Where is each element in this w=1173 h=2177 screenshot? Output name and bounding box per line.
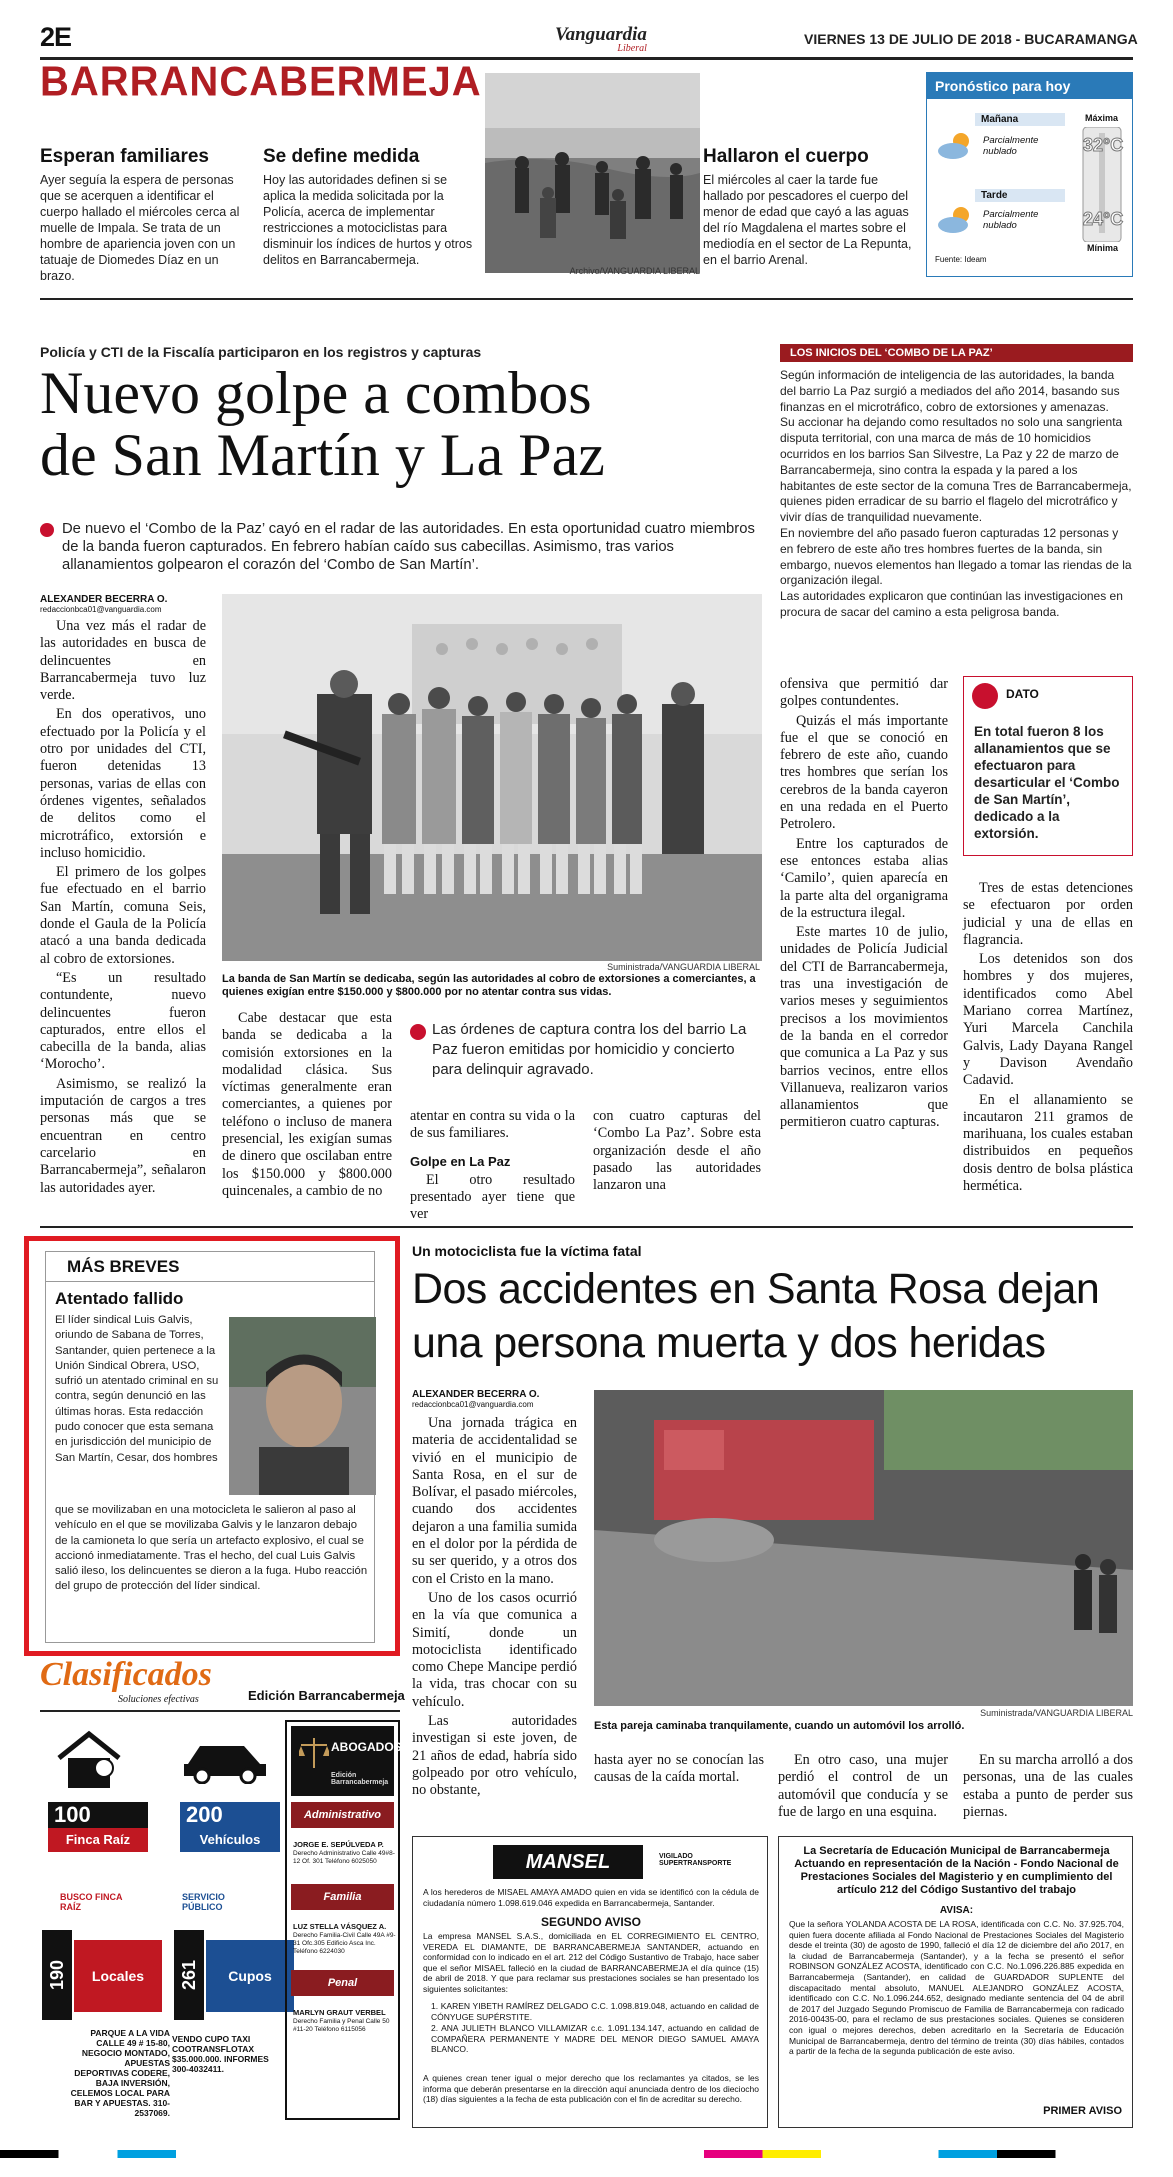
classifieds-rule [40,1710,400,1712]
weather-max-value: 32°C [1083,135,1124,155]
print-color-bar [0,2150,1173,2158]
abogados-title: ABOGADOS [331,1740,402,1754]
accident-photo [594,1390,1133,1706]
brief-text: El miércoles al caer la tarde fue hallado por pescadores el cuerpo del menor de edad que cayó a las aguas del río Magdalena el martes sobre el mediodía en el sector de La Repunta, en el barrio Arenal. [703,173,912,267]
cloud-sun-icon [935,131,977,161]
mas-breves-photo [229,1317,376,1495]
mas-breves-box [24,1236,400,1656]
paragraph: En el allanamiento se incautaron 211 gramos de marihuana, los cuales estaban distribuidos en pequeños dosis dentro de bolsa plástica hermética. [963,1091,1133,1195]
main-byline: ALEXANDER BECERRA O. [40,594,168,605]
mansel-title: SEGUNDO AVISO [540,1915,641,1929]
paragraph: Uno de los casos ocurrió en la vía que comunica a Simití, donde un motociclista identificado como Chepe Mancipe perdió la vida, tras chocar con su vehículo. [412,1589,577,1710]
headline-line: de San Martín y La Paz [40,422,605,488]
paragraph: Cabe destacar que esta banda se dedicaba a la comisión extorsiones en la modalidad clásica. Sus víctimas generalmente eran comerciantes, a quienes por teléfono o incluso de manera presencial, les exigían sumas de dinero que oscilaban entre los $150.000 y $800.000 quincenales, a cambio de no [222,1010,392,1199]
paragraph: hasta ayer no se conocían las causas de la caída mortal. [594,1752,764,1786]
mas-breves-text-b: que se movilizaban en una motocicleta le salieron al paso al vehículo en el que se movilizaba Galvis y le lanzaron debajo de la camioneta lo que sería un artefacto explosivo, el cual se accionó inmediatamente. Tras el hecho, del cual Luis Galvis salió ileso, los delincuentes se dieron a la fuga. Hubo reacción del grupo de protección del líder sindical. [55,1504,368,1593]
weather-morning-label: Mañana [975,113,1065,126]
weather-afternoon-text: Parcialmente nublado [983,209,1039,231]
paragraph: con cuatro capturas del ‘Combo La Paz’. Sobre esta organización desde el año pasado las autoridades lanzaron una [593,1108,761,1194]
main-col-2 [222,1010,392,1202]
mas-breves-text-a: El líder sindical Luis Galvis, oriundo de Sabana de Torres, Santander, quien pertenece a la Unión Sindical Obrera, USO, sufrió un atentado criminal en su contra, según denunció en las últimas horas. Esta redacción pudo conocer que esta semana en jurisdicción del municipio de San Martín, Cesar, dos hombres [55,1314,219,1464]
paragraph: El primero de los golpes fue efectuado en el barrio San Martín, comuna Seis, donde el Gaula de la Policía atacó a una banda dedicada al cobro de extorsiones. [40,864,206,967]
class-block-vehiculos[interactable] [172,1720,294,1860]
accident-col-1 [412,1415,577,1802]
brief-title: Hallaron el cuerpo [703,146,869,167]
mansel-notice [412,1836,768,2128]
brief-title: Esperan familiares [40,146,209,167]
headline-line: una persona muerta y dos heridas [412,1319,1046,1367]
arrest-scene-image [222,594,762,961]
class-label: Cupos [206,1940,294,2012]
cat-penal[interactable]: Penal [291,1970,394,1996]
lawyer-detail: Derecho Familia-Civil Calle 49A #9-31 Ofc.305 Edificio Asca Inc. Teléfono 6224030 [293,1932,396,1955]
class-number: 200 [180,1802,280,1828]
classifieds-logo: Clasificados [40,1656,212,1693]
class-number: 100 [48,1802,148,1828]
class-block-cupos[interactable] [172,1930,294,2020]
main-col-3 [410,1108,575,1226]
paragraph: Las autoridades investigan si este joven, de 21 años de edad, habría sido golpeado por otro vehículo, no obstante, [412,1713,577,1799]
mansel-logo: MANSEL [493,1845,643,1879]
paragraph: Asimismo, se realizó la imputación de cargos a tres personas más que se encuentran en centro carcelario en Barrancabermeja”, señalaron las autoridades ayer. [40,1075,206,1196]
accident-email: redaccionbca01@vanguardia.com [412,1400,534,1409]
lawyer-name: LUZ STELLA VÁSQUEZ A. [293,1922,387,1931]
weather-min-label: Mínima [1087,243,1119,253]
headline-line: Dos accidentes en Santa Rosa dejan [412,1265,1100,1313]
lawyer-detail: Derecho Administrativo Calle 49#8-12 Of. 301 Teléfono 6025050 [293,1850,395,1865]
class-sub-finca: BUSCO FINCA RAÍZ [60,1892,123,1912]
section-divider [40,1226,1133,1228]
car-icon [180,1734,270,1784]
ad-cupos: VENDO CUPO TAXI COOTRANSFLOTAX $35.000.000. INFORMES 300-4032411. [172,2034,269,2074]
river-scene-image [485,73,700,273]
paragraph: Entre los capturados de ese entonces estaba alias ‘Camilo’, quien aparecía en la parte alta del organigrama de la estructura ilegal. [780,835,948,921]
paragraph: Una jornada trágica en materia de accidentalidad se vivió en el municipio de Santa Rosa, en el sur de Bolívar, el pasado miércoles, cuando dos accidentes dejaron a una familia sumida en el dolor por la pérdida de su ser querido, y a otros dos con el Cristo en la mano. [412,1415,577,1587]
main-lead: De nuevo el ‘Combo de la Paz’ cayó en el radar de las autoridades. En esta oportunidad cuatro miembros de la banda fueron capturados. En febrero habían caído sus cabecillas. Asimismo, tras varios allanamientos golpearon el corazón del ‘Combo de San Martín’. [62,521,755,573]
main-photo-arrested [222,594,762,961]
brand-sub: Liberal [617,43,647,54]
weather-morning-text: Parcialmente nublado [983,135,1039,157]
paragraph: Tres de estas detenciones se efectuaron por orden judicial y una de ellas en flagrancia. [963,880,1133,948]
section-divider [40,298,1133,300]
paragraph: En noviembre del año pasado fueron capturadas 12 personas y en febrero de este año tres hombres fuertes de la banda, sin embargo, nuevos elementos han llegado a tomar las riendas de la organización ilegal. [780,525,1132,588]
paragraph: En su marcha arrolló a dos personas, una de las cuales estaba a punto de perder sus piernas. [963,1752,1133,1820]
paragraph: En dos operativos, uno efectuado por la Policía y el otro por unidades del CTI, fueron detenidas 13 personas, varias de ellas con órdenes vigentes, señalados de delitos como el microtráfico, extorsión e incluso homicidio. [40,706,206,861]
headline-line: Nuevo golpe a combos [40,360,592,426]
accident-kicker: Un motociclista fue la víctima fatal [412,1243,642,1259]
sidebar-title: LOS INICIOS DEL ‘COMBO DE LA PAZ’ [780,344,1133,362]
paragraph: “Es un resultado contundente, nuevo delincuentes fueron capturados, entre ellos el cabecilla de la banda, alias ‘Morocho’. [40,969,206,1073]
page-number: 2E [40,22,72,52]
education-notice [778,1836,1133,2128]
cloud-sun-icon [935,205,977,235]
weather-max-label: Máxima [1085,113,1119,123]
notice-footer: PRIMER AVISO [1043,2105,1122,2117]
accident-byline: ALEXANDER BECERRA O. [412,1389,540,1400]
mas-breves-label: MÁS BREVES [67,1257,180,1276]
main-col-6 [963,880,1133,1197]
paragraph: Este martes 10 de julio, unidades de Policía Judicial del CTI de Barrancabermeja, tras una investigación de varios meses y seguimientos precisos a los movimientos de la banda en el corredor que comunica a La Paz y sus barrios vecinos, entre ellos Villanueva, realizaron varios allanamientos que permitieron cuatro capturas. [780,924,948,1131]
brand-name: Vanguardia [555,24,647,45]
brief-medida [263,146,473,268]
brief-text: Hoy las autoridades definen si se aplica la medida solicitada por la Policía, acerca de implementar restricciones a motociclistas para disminuir los índices de hurtos y otros delitos en Barrancabermeja. [263,173,473,267]
lawyer-name: JORGE E. SEPÚLVEDA P. [293,1840,384,1849]
ad-local: PARQUE A LA VIDA CALLE 49 # 15-80, NEGOCIO MONTADO, APUESTAS DEPORTIVAS CODERE, BAJA INVERSIÓN, CELEMOS LOCAL PARA BAR Y APUESTAS. 310-2537069. [70,2028,170,2118]
mansel-item: 2. ANA JULIETH BLANCO VILLAMIZAR c.c. 1.091.134.147, actuando en calidad de COMPAÑERA PERMANENTE Y MADRE DEL MENOR DIEGO SAMUEL AMAYA BLANCO. [431,2023,759,2055]
portrait-image [229,1317,376,1495]
pullquote-arrow-icon [410,1024,426,1040]
main-col-4 [593,1108,761,1196]
class-block-locales[interactable] [40,1930,162,2020]
class-label: Vehículos [180,1828,280,1852]
mansel-footer: A quienes crean tener igual o mejor derecho que los reclamantes ya citados, se les informa que deberán presentarse en la dirección aquí anunciada dentro de los dieciocho (18) días siguientes a la fecha de esta publicación con el fin de acreditar su derecho. [423,2073,759,2105]
lead-arrow-icon [40,523,54,537]
mansel-body: La empresa MANSEL S.A.S., domiciliada en EL CORREGIMIENTO EL CENTRO, VEREDA EL DIAMANTE, DE BARRANCABERMEJA SANTANDER, actuando en conformidad con lo indicado en el art. 212 del Código Sustantivo de Trabajo, hace saber que el señor MISAEL falleció en la ciudad de BARRANCABERMEJA el día quince (15) de abril de 2018. Y que para reclamar sus prestaciones sociales se han presentado los siguientes solicitantes: [423,1931,759,1994]
accident-headline [412,1262,1133,1370]
notice-title: La Secretaría de Educación Municipal de Barrancabermeja Actuando en representación de la Nación - Fondo Nacional de Prestaciones Sociales del Magisterio y en cumplimiento del artículo 212 del Código Sustantivo del trabajo [794,1845,1119,1896]
paragraph: atentar en contra su vida o la de sus familiares. [410,1108,575,1142]
classifieds-edition: Edición Barrancabermeja [248,1688,405,1703]
class-label: Locales [74,1940,162,2012]
paragraph: Los detenidos son dos hombres y dos mujeres, identificados como Abel Mariano correa Martínez, Yuri Marcela Canchila Galvis, Lady Dayana Rangel y Davison Avendaño Cadavid. [963,951,1133,1089]
dato-text: En total fueron 8 los allanamientos que se efectuaron para desarticular el ‘Combo de San Martín’, dedicado a la extorsión. [974,724,1120,841]
class-sub-vehiculos: SERVICIO PÚBLICO [182,1892,225,1912]
paragraph: Las autoridades explicaron que continúan las investigaciones en procura de sacar del camino a esta peligrosa banda. [780,589,1123,619]
main-headline [40,362,760,486]
main-kicker: Policía y CTI de la Fiscalía participaron en los registros y capturas [40,344,482,360]
main-photo-caption: La banda de San Martín se dedicaba, según las autoridades al cobro de extorsiones a comerciantes, a quienes exigían entre $150.000 y $800.000 por no atentar contra sus vidas. [222,973,756,998]
weather-box [926,72,1133,277]
puzzle-icon [972,683,998,709]
main-pullquote: Las órdenes de captura contra los del barrio La Paz fueron emitidas por homicidio y concierto para delinquir agravado. [432,1021,747,1078]
mansel-item: 1. KAREN YIBETH RAMÍREZ DELGADO C.C. 1.098.819.048, actuando en calidad de CÓNYUGE SUPÉRSTITE. [431,2001,759,2022]
class-number: 261 [174,1930,204,2020]
accident-photo-caption: Esta pareja caminaba tranquilamente, cuando un automóvil los arrolló. [594,1720,965,1732]
weather-title: Pronóstico para hoy [927,73,1132,99]
accident-col-2 [594,1752,764,1789]
brief-title: Se define medida [263,146,420,167]
accident-photo-credit: Suministrada/VANGUARDIA LIBERAL [980,1708,1133,1718]
accident-col-4 [963,1752,1133,1823]
cat-administrativo[interactable]: Administrativo [291,1802,394,1828]
notice-body: Que la señora YOLANDA ACOSTA DE LA ROSA, identificada con C.C. No. 37.925.704, quien fuera docente afiliada al Fondo Nacional de Prestaciones Sociales del Magisterio desde el treinta (30) de agosto de 1990, falleció el día 12 de diciembre del año 2017, en la ciudad de Barrancabermeja (Santander), y a la fecha se presentó el señor ROBINSON GONZÁLEZ ACOSTA, identificado con C.C. No.1.096.226.885 expedida en Barrancabermeja (Santander), en calidad de GUARDADOR SUPLENTE del discapacitado mental absoluto, MANUEL ALEJANDRO GONZÁLEZ ACOSTA, identificado con C.C. No.1.096.244.652, designado mediante sentencia del 04 de abril de 2017 del Juzgado Segundo Promiscuo de Familia de Barrancabermeja con radicado 2016-00435-00, para el reclamo de sus prestaciones sociales. Quienes se consideren con igual o mejores derechos, deben acreditarlo en la Secretaría de Educación Municipal de Barrancabermeja, dentro del término de treinta (30) días hábiles, contados a partir de la fecha de la segunda publicación de este aviso. [789,1919,1124,2057]
dato-box [963,676,1133,856]
mansel-vigilado: VIGILADO SUPERTRANSPORTE [659,1853,732,1867]
abogados-header [291,1726,402,1796]
main-col-5 [780,676,948,1134]
subhead: Golpe en La Paz [410,1153,511,1169]
brand-logo [555,26,647,53]
paragraph: En otro caso, una mujer perdió el control de un automóvil que conducía y se fue de largo en una esquina. [778,1752,948,1820]
paragraph: ofensiva que permitió dar golpes contundentes. [780,676,948,710]
cat-familia[interactable]: Familia [291,1884,394,1910]
house-icon [54,1730,124,1790]
paragraph: Según información de inteligencia de las autoridades, la banda del barrio La Paz surgió a mediados del año 2014, basando sus finanzas en el microtráfico, cobro de extorsiones y amenazas. [780,368,1120,414]
paragraph: Quizás el más importante fue el que se conoció en febrero de este año, cuando tres hombres que serían los cerebros de la banda cayeron en una redada en el Puerto Petrolero. [780,712,948,833]
paragraph: Una vez más el radar de las autoridades en busca de delincuentes en Barrancabermeja tuvo luz verde. [40,618,206,704]
page-date: VIERNES 13 DE JULIO DE 2018 - BUCARAMANGA [804,31,1138,47]
dato-label: DATO [1006,687,1039,701]
notice-aviso: AVISA: [939,1905,974,1916]
class-number: 190 [42,1930,72,2020]
scales-icon [299,1736,329,1772]
main-email: redaccionbca01@vanguardia.com [40,605,162,614]
top-photo-credit: Archivo/VANGUARDIA LIBERAL [569,266,700,276]
weather-source: Fuente: Ideam [935,255,987,264]
paragraph: Su accionar ha dejando como resultados no solo una sangrienta disputa territorial, con una marca de más de 10 homicidios ocurridos en los barrios San Silvestre, La Paz y 22 de marzo de Barrancabermeja, sino contra la espada y la pared a los habitantes de este sector de la comuna Tres de Barrancabermeja, quienes piden erradicar de su barrio el flagelo del microtráfico y vivir días de tranquilidad nuevamente. [780,415,1132,525]
road-scene-image [594,1390,1133,1706]
lawyer-detail: Derecho Familia y Penal Calle 50 #11-20 Teléfono 6115056 [293,2018,390,2033]
sidebar-body [780,368,1133,621]
class-label: Finca Raíz [48,1828,148,1852]
abogados-sub: Edición Barrancabermeja [331,1772,389,1786]
classifieds-slogan: Soluciones efectivas [118,1694,199,1705]
mas-breves-title: Atentado fallido [55,1289,184,1308]
brief-text: Ayer seguía la espera de personas que se acerquen a identificar el cuerpo hallado el miércoles cerca al muelle de Impala. Se trata de un hombre de apariencia joven con un tatuaje de Diomedes Díaz en un brazo. [40,173,240,283]
lawyer-name: MARLYN GRAUT VERBEL [293,2008,386,2017]
top-photo-river [485,73,700,273]
main-photo-credit: Suministrada/VANGUARDIA LIBERAL [607,962,760,972]
section-title: BARRANCABERMEJA [40,58,482,106]
accident-col-3 [778,1752,948,1823]
weather-min-value: 24°C [1083,209,1124,229]
brief-esperan [40,146,250,284]
class-block-finca[interactable] [40,1720,162,1860]
mansel-intro: A los herederos de MISAEL AMAYA AMADO quien en vida se identificó con la cédula de ciudadanía número 1.098.619.046 expedida en Barrancabermeja, Santander. [423,1887,759,1908]
brief-cuerpo [703,146,913,268]
weather-afternoon-label: Tarde [975,189,1065,202]
main-col-1 [40,618,206,1199]
paragraph: El otro resultado presentado ayer tiene que ver [410,1171,575,1223]
abogados-column [285,1720,400,2120]
